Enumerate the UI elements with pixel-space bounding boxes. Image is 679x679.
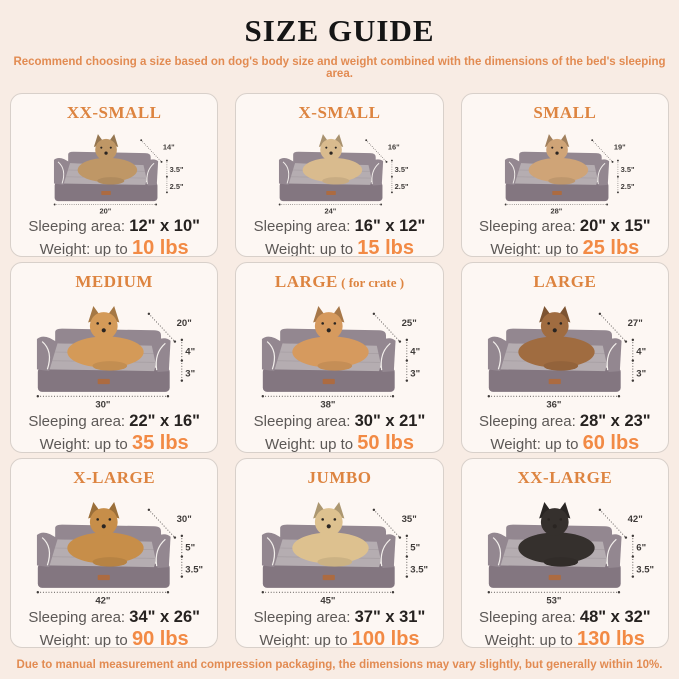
side-height-top-label: 4" bbox=[185, 346, 196, 358]
side-height-bottom-label: 3" bbox=[635, 368, 646, 380]
dim-dot bbox=[406, 379, 408, 381]
size-name: MEDIUM bbox=[75, 272, 153, 291]
side-height-bottom-label: 3.5" bbox=[635, 564, 654, 576]
pet-eye-right bbox=[560, 147, 562, 149]
bed-illustration bbox=[11, 293, 217, 411]
pet-paws bbox=[543, 557, 578, 567]
sleeping-area-line bbox=[11, 607, 217, 628]
dim-dot bbox=[606, 204, 608, 206]
pet-eye-right bbox=[335, 147, 337, 149]
side-height-top-label: 3.5" bbox=[394, 165, 409, 175]
dim-dot bbox=[406, 339, 408, 341]
size-name: X-SMALL bbox=[298, 103, 381, 122]
dim-dot bbox=[631, 575, 633, 577]
width-dimension-label: 53" bbox=[545, 595, 562, 607]
pet-nose bbox=[102, 328, 106, 332]
dim-dot bbox=[617, 176, 619, 178]
side-height-top-label: 4" bbox=[410, 346, 421, 358]
dim-dot bbox=[406, 555, 408, 557]
sleeping-area-label: Sleeping area: bbox=[253, 413, 351, 430]
dim-dot bbox=[181, 575, 183, 577]
dim-dot bbox=[166, 191, 168, 193]
size-grid bbox=[0, 93, 679, 648]
dim-dot bbox=[373, 509, 375, 511]
pet-nose bbox=[552, 524, 556, 528]
sleeping-area-line bbox=[236, 411, 442, 432]
size-card-title bbox=[236, 103, 442, 124]
pet-head bbox=[541, 312, 569, 340]
weight-label: Weight: up to bbox=[39, 241, 128, 257]
dim-dot bbox=[174, 340, 176, 342]
pet-head bbox=[90, 508, 118, 536]
dim-dot bbox=[386, 161, 388, 163]
brand-logo bbox=[98, 575, 110, 580]
weight-value: 90 lbs bbox=[131, 628, 189, 648]
brand-logo bbox=[323, 575, 335, 580]
dim-dot bbox=[166, 176, 168, 178]
dim-dot bbox=[366, 139, 368, 141]
bed-illustration bbox=[236, 293, 442, 411]
page-subtitle: Recommend choosing a size based on dog's body size and weight combined with the dimensions of the bed's sleeping area. bbox=[13, 56, 666, 80]
weight-label: Weight: up to bbox=[490, 436, 579, 453]
side-height-bottom-label: 2.5" bbox=[394, 181, 409, 191]
dim-dot bbox=[624, 340, 626, 342]
side-height-bottom-label: 2.5" bbox=[169, 181, 184, 191]
sleeping-area-line bbox=[11, 411, 217, 432]
size-card-title bbox=[11, 103, 217, 124]
pet-paws bbox=[97, 177, 124, 184]
sleeping-area-line bbox=[236, 607, 442, 628]
dim-dot bbox=[406, 535, 408, 537]
pet-nose bbox=[555, 151, 558, 154]
size-name: SMALL bbox=[533, 103, 597, 122]
pet-paws bbox=[92, 361, 127, 371]
weight-value: 60 lbs bbox=[582, 432, 640, 453]
weight-line bbox=[236, 628, 442, 648]
sleeping-area-line bbox=[236, 216, 442, 237]
dim-dot bbox=[167, 591, 169, 593]
sleeping-area-line bbox=[462, 607, 668, 628]
pet-nose bbox=[330, 151, 333, 154]
dim-dot bbox=[391, 191, 393, 193]
size-card-title bbox=[11, 468, 217, 489]
size-card bbox=[235, 458, 443, 648]
weight-line bbox=[462, 237, 668, 257]
sleeping-area-label: Sleeping area: bbox=[28, 609, 126, 626]
dim-dot bbox=[37, 591, 39, 593]
dim-dot bbox=[181, 379, 183, 381]
dim-dot bbox=[598, 509, 600, 511]
brand-logo bbox=[323, 379, 335, 384]
pet-eye-right bbox=[559, 322, 562, 325]
depth-dimension-label: 19" bbox=[613, 142, 626, 152]
weight-label: Weight: up to bbox=[484, 632, 573, 648]
sleeping-area-label: Sleeping area: bbox=[28, 413, 126, 430]
bed-illustration bbox=[462, 489, 668, 607]
pet-eye-left bbox=[547, 322, 550, 325]
dim-dot bbox=[181, 535, 183, 537]
sleeping-area-value: 22" x 16" bbox=[129, 412, 200, 430]
pet-eye-right bbox=[334, 518, 337, 521]
pet-paws bbox=[323, 177, 350, 184]
pet-paws bbox=[543, 361, 578, 371]
pet-eye-left bbox=[326, 147, 328, 149]
pet-nose bbox=[104, 151, 107, 154]
width-dimension-label: 28" bbox=[550, 206, 562, 216]
weight-line bbox=[11, 237, 217, 257]
sleeping-area-label: Sleeping area: bbox=[253, 609, 351, 626]
sleeping-area-value: 12" x 10" bbox=[129, 217, 200, 235]
pet-head bbox=[95, 139, 117, 161]
pet-head bbox=[321, 139, 343, 161]
size-name: LARGE bbox=[533, 272, 597, 291]
dim-dot bbox=[167, 395, 169, 397]
dim-dot bbox=[279, 204, 281, 206]
side-height-top-label: 3.5" bbox=[169, 165, 184, 175]
width-dimension-label: 38" bbox=[320, 399, 336, 411]
pet-paws bbox=[92, 557, 127, 567]
size-card-title bbox=[236, 468, 442, 489]
dim-dot bbox=[617, 191, 619, 193]
footer-note: Due to manual measurement and compression packaging, the dimensions may vary slightly, but generally within 10%. bbox=[16, 659, 663, 671]
bed-illustration bbox=[236, 124, 442, 216]
dim-dot bbox=[617, 395, 619, 397]
size-name: XX-SMALL bbox=[66, 103, 162, 122]
size-card-title bbox=[462, 272, 668, 293]
width-dimension-label: 42" bbox=[95, 595, 111, 607]
dim-dot bbox=[380, 204, 382, 206]
depth-dimension-label: 35" bbox=[401, 513, 418, 525]
bed-illustration bbox=[462, 293, 668, 411]
pet-paws bbox=[318, 557, 353, 567]
dim-dot bbox=[617, 591, 619, 593]
depth-dimension-label: 16" bbox=[388, 142, 401, 152]
width-dimension-label: 30" bbox=[95, 399, 111, 411]
pet-head bbox=[90, 312, 118, 340]
weight-value: 130 lbs bbox=[577, 628, 645, 648]
sleeping-area-value: 34" x 26" bbox=[129, 608, 200, 626]
brand-logo bbox=[327, 191, 336, 195]
weight-value: 25 lbs bbox=[582, 237, 640, 257]
width-dimension-label: 45" bbox=[320, 595, 336, 607]
weight-line bbox=[462, 628, 668, 648]
weight-line bbox=[462, 432, 668, 453]
size-card-title bbox=[11, 272, 217, 293]
dim-dot bbox=[174, 536, 176, 538]
sleeping-area-line bbox=[462, 411, 668, 432]
dim-dot bbox=[166, 160, 168, 162]
size-card bbox=[461, 93, 669, 257]
width-dimension-label: 20" bbox=[99, 206, 112, 216]
size-card-title bbox=[236, 272, 442, 293]
size-card-title bbox=[462, 468, 668, 489]
dim-dot bbox=[373, 313, 375, 315]
pet-nose bbox=[327, 524, 331, 528]
side-height-top-label: 5" bbox=[185, 542, 196, 554]
depth-dimension-label: 42" bbox=[627, 513, 643, 525]
dim-dot bbox=[148, 509, 150, 511]
side-height-top-label: 3.5" bbox=[620, 165, 635, 175]
size-card bbox=[235, 93, 443, 257]
side-height-top-label: 6" bbox=[635, 542, 646, 554]
size-name-note: ( for crate ) bbox=[337, 275, 405, 290]
weight-label: Weight: up to bbox=[259, 632, 348, 648]
size-name: XX-LARGE bbox=[517, 468, 613, 487]
weight-label: Weight: up to bbox=[264, 436, 354, 453]
pet-eye-left bbox=[96, 322, 99, 325]
sleeping-area-label: Sleeping area: bbox=[28, 218, 126, 235]
pet-eye-left bbox=[100, 147, 102, 149]
side-height-bottom-label: 3" bbox=[185, 368, 196, 380]
sleeping-area-value: 48" x 32" bbox=[579, 608, 651, 626]
dim-dot bbox=[504, 204, 506, 206]
dim-dot bbox=[631, 535, 633, 537]
dim-dot bbox=[399, 536, 401, 538]
dim-dot bbox=[155, 204, 157, 206]
brand-logo bbox=[101, 191, 110, 195]
dim-dot bbox=[148, 313, 150, 315]
dim-dot bbox=[611, 161, 613, 163]
bed-illustration bbox=[462, 124, 668, 216]
brand-logo bbox=[552, 191, 561, 195]
pet-head bbox=[315, 508, 343, 536]
bed-illustration bbox=[11, 124, 217, 216]
size-card bbox=[461, 262, 669, 453]
depth-dimension-label: 25" bbox=[401, 317, 418, 329]
dim-dot bbox=[598, 313, 600, 315]
width-dimension-label: 24" bbox=[324, 206, 337, 216]
weight-label: Weight: up to bbox=[39, 436, 128, 453]
sleeping-area-line bbox=[11, 216, 217, 237]
pet-eye-right bbox=[559, 518, 562, 521]
weight-label: Weight: up to bbox=[39, 632, 128, 648]
dim-dot bbox=[631, 359, 633, 361]
sleeping-area-label: Sleeping area: bbox=[253, 218, 351, 235]
sleeping-area-value: 37" x 31" bbox=[354, 608, 426, 626]
depth-dimension-label: 27" bbox=[627, 317, 643, 329]
dim-dot bbox=[181, 555, 183, 557]
size-name: LARGE bbox=[274, 272, 338, 291]
dim-dot bbox=[262, 395, 264, 397]
pet-head bbox=[315, 312, 343, 340]
sleeping-area-label: Sleeping area: bbox=[479, 413, 576, 430]
weight-value: 50 lbs bbox=[357, 432, 414, 453]
side-height-top-label: 5" bbox=[410, 542, 421, 554]
weight-line bbox=[236, 432, 442, 453]
dim-dot bbox=[391, 160, 393, 162]
side-height-bottom-label: 2.5" bbox=[620, 181, 635, 191]
weight-label: Weight: up to bbox=[490, 241, 579, 257]
dim-dot bbox=[406, 575, 408, 577]
dim-dot bbox=[624, 536, 626, 538]
pet-eye-left bbox=[551, 147, 553, 149]
size-card bbox=[235, 262, 443, 453]
pet-nose bbox=[327, 328, 331, 332]
dim-dot bbox=[617, 160, 619, 162]
sleeping-area-value: 20" x 15" bbox=[579, 217, 651, 235]
brand-logo bbox=[548, 575, 560, 580]
sleeping-area-value: 16" x 12" bbox=[354, 217, 426, 235]
side-height-bottom-label: 3" bbox=[410, 368, 421, 380]
dim-dot bbox=[37, 395, 39, 397]
size-card bbox=[461, 458, 669, 648]
side-height-bottom-label: 3.5" bbox=[185, 564, 204, 576]
dim-dot bbox=[631, 379, 633, 381]
size-card bbox=[10, 93, 218, 257]
weight-value: 10 lbs bbox=[131, 237, 189, 257]
pet-head bbox=[546, 139, 568, 161]
dim-dot bbox=[631, 555, 633, 557]
dim-dot bbox=[181, 339, 183, 341]
side-height-top-label: 4" bbox=[635, 346, 646, 358]
dim-dot bbox=[487, 591, 489, 593]
sleeping-area-label: Sleeping area: bbox=[479, 609, 576, 626]
depth-dimension-label: 20" bbox=[176, 317, 192, 329]
pet-eye-right bbox=[109, 322, 112, 325]
dim-dot bbox=[591, 139, 593, 141]
weight-line bbox=[11, 432, 217, 453]
weight-line bbox=[236, 237, 442, 257]
size-name: JUMBO bbox=[307, 468, 372, 487]
pet-eye-right bbox=[109, 518, 112, 521]
dim-dot bbox=[631, 339, 633, 341]
weight-value: 35 lbs bbox=[131, 432, 189, 453]
weight-line bbox=[11, 628, 217, 648]
brand-logo bbox=[548, 379, 560, 384]
pet-eye-left bbox=[96, 518, 99, 521]
dim-dot bbox=[487, 395, 489, 397]
size-name: X-LARGE bbox=[73, 468, 156, 487]
width-dimension-label: 36" bbox=[545, 399, 562, 411]
bed-illustration bbox=[11, 489, 217, 607]
depth-dimension-label: 14" bbox=[162, 142, 175, 152]
dim-dot bbox=[391, 176, 393, 178]
dim-dot bbox=[262, 591, 264, 593]
pet-nose bbox=[552, 328, 556, 332]
pet-eye-left bbox=[322, 322, 325, 325]
sleeping-area-value: 30" x 21" bbox=[354, 412, 426, 430]
sleeping-area-value: 28" x 23" bbox=[579, 412, 651, 430]
brand-logo bbox=[98, 379, 110, 384]
pet-paws bbox=[318, 361, 353, 371]
pet-eye-right bbox=[334, 322, 337, 325]
pet-nose bbox=[102, 524, 106, 528]
pet-eye-left bbox=[322, 518, 325, 521]
sleeping-area-line bbox=[462, 216, 668, 237]
weight-value: 15 lbs bbox=[357, 237, 414, 257]
dim-dot bbox=[392, 591, 394, 593]
dim-dot bbox=[140, 139, 142, 141]
dim-dot bbox=[406, 359, 408, 361]
sleeping-area-label: Sleeping area: bbox=[479, 218, 576, 235]
depth-dimension-label: 30" bbox=[176, 513, 192, 525]
pet-eye-right bbox=[110, 147, 112, 149]
size-card-title bbox=[462, 103, 668, 124]
dim-dot bbox=[181, 359, 183, 361]
pet-head bbox=[541, 508, 569, 536]
size-card bbox=[10, 262, 218, 453]
pet-paws bbox=[548, 177, 575, 184]
weight-value: 100 lbs bbox=[351, 628, 420, 648]
pet-eye-left bbox=[547, 518, 550, 521]
side-height-bottom-label: 3.5" bbox=[410, 564, 429, 576]
dim-dot bbox=[54, 204, 56, 206]
page-title: SIZE GUIDE bbox=[244, 13, 435, 48]
dim-dot bbox=[399, 340, 401, 342]
weight-label: Weight: up to bbox=[264, 241, 354, 257]
bed-illustration bbox=[236, 489, 442, 607]
page-background bbox=[0, 13, 679, 679]
dim-dot bbox=[161, 161, 163, 163]
size-card bbox=[10, 458, 218, 648]
dim-dot bbox=[392, 395, 394, 397]
